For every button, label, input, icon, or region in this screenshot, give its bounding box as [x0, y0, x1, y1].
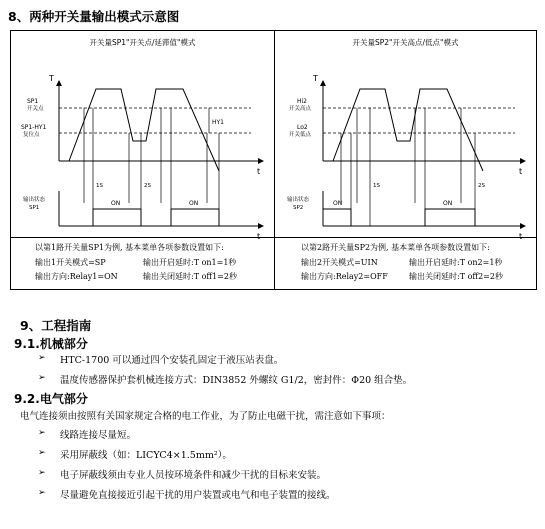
sp2-param-r2c2: 输出关闭延时:T off2=2秒	[409, 272, 503, 281]
sp2-hi-label-1: Hi2	[297, 98, 307, 105]
panel-sp1-title: 开关量SP1"开关点/延滞值"模式	[89, 38, 196, 47]
sp1-t-label: t	[257, 232, 261, 241]
section-9-title: 9、工程指南	[20, 318, 92, 333]
sp2-output-signal	[323, 209, 475, 226]
mech-item-1: HTC-1700 可以通过四个安装孔固定于液压站表盘。	[60, 355, 284, 366]
sp2-diagram	[275, 51, 536, 251]
sp1-label-2: 开关点	[27, 106, 44, 112]
sp1-param-intro: 以第1路开关量SP1为例, 基本菜单各项参数设置如下:	[35, 243, 224, 252]
sp1-delay-off: 2S	[144, 183, 151, 189]
sp1-params-divider	[11, 237, 274, 238]
elec-item-2: 采用屏蔽线（如：LICYC4×1.5mm²）。	[60, 450, 232, 461]
sp2-on-2: ON	[443, 200, 453, 207]
section-8-title: 8、两种开关量输出模式示意图	[8, 9, 180, 24]
sp1-temperature-curve	[69, 89, 219, 171]
panel-sp2-title: 开关量SP2"开关高点/低点"模式	[352, 38, 459, 47]
panel-sp2	[275, 31, 536, 289]
elec-item-3: 电子屏蔽线须由专业人员按环境条件和减少干扰的目标来安装。	[60, 470, 327, 481]
bullet-icon: ➢	[38, 468, 46, 478]
mode-figure	[10, 30, 537, 290]
sp2-axis-t: T	[313, 74, 318, 83]
sp1-param-r2c1: 输出方向:Relay1=ON	[35, 272, 118, 281]
panel-sp1	[11, 31, 275, 289]
sp2-on-1: ON	[333, 200, 343, 207]
sp1-hy-label-1: SP1-HY1	[21, 124, 47, 131]
bullet-icon: ➢	[38, 488, 46, 498]
sp1-on-1: ON	[111, 200, 121, 207]
sp1-output-signal	[59, 209, 219, 226]
sp2-param-r1c2: 输出开启延时:T on2=1秒	[409, 258, 503, 267]
sp2-param-r2c1: 输出方向:Relay2=OFF	[301, 272, 388, 281]
sp2-param-r1c1: 输出2开关模式=UIN	[301, 258, 378, 267]
section-9-2-title: 9.2.电气部分	[14, 392, 88, 406]
sp1-hy-label-2: 复位点	[23, 132, 40, 138]
sp2-lo-label-1: Lo2	[297, 124, 308, 131]
sp1-out-label-2: SP1	[29, 205, 40, 211]
sp1-out-label-1: 输出状态	[23, 197, 46, 203]
bullet-icon: ➢	[38, 448, 46, 458]
sp1-delay-on: 1S	[96, 183, 103, 189]
sp2-out-label-2: SP2	[293, 205, 304, 211]
sp2-delay-on: 1S	[373, 183, 380, 189]
elec-item-1: 线路连接尽量短。	[60, 430, 137, 441]
elec-item-4: 尽量避免直接接近引起干扰的用户装置或电气和电子装置的接线。	[60, 490, 336, 501]
sp2-temperature-curve	[333, 89, 483, 171]
sp1-param-r2c2: 输出关闭延时:T off1=2秒	[143, 272, 237, 281]
sp1-hy-mark: HY1	[212, 119, 224, 126]
sp1-param-r1c2: 输出开启延时:T on1=1秒	[143, 258, 237, 267]
sp1-param-r1c1: 输出1开关模式=SP	[35, 258, 106, 267]
sp2-out-label-1: 输出状态	[287, 197, 310, 203]
sp2-params-divider	[275, 237, 536, 238]
sp1-axis-time: t	[257, 167, 261, 176]
sp2-t-label: t	[519, 232, 523, 241]
sp1-on-2: ON	[189, 200, 199, 207]
bullet-icon: ➢	[38, 428, 46, 438]
bullet-icon: ➢	[38, 373, 46, 383]
sp2-lo-label-2: 开关低点	[289, 132, 312, 138]
mech-item-2: 温度传感器保护套机械连接方式：DIN3852 外螺纹 G1/2，密封件：Φ20 组合垫。	[60, 375, 413, 386]
sp2-hi-label-2: 开关高点	[289, 106, 312, 112]
elec-intro: 电气连接须由按照有关国家规定合格的电工作业，为了防止电磁干扰，需注意如下事项：	[20, 411, 391, 422]
sp2-axis-time: t	[519, 167, 523, 176]
bullet-icon: ➢	[38, 353, 46, 363]
sp1-diagram	[11, 51, 275, 251]
sp2-delay-off: 2S	[478, 183, 485, 189]
sp1-axis-t: T	[49, 74, 54, 83]
sp1-label-1: SP1	[27, 98, 39, 105]
section-9-1-title: 9.1.机械部分	[14, 337, 88, 351]
sp2-param-intro: 以第2路开关量SP2为例, 基本菜单各项参数设置如下:	[301, 243, 490, 252]
